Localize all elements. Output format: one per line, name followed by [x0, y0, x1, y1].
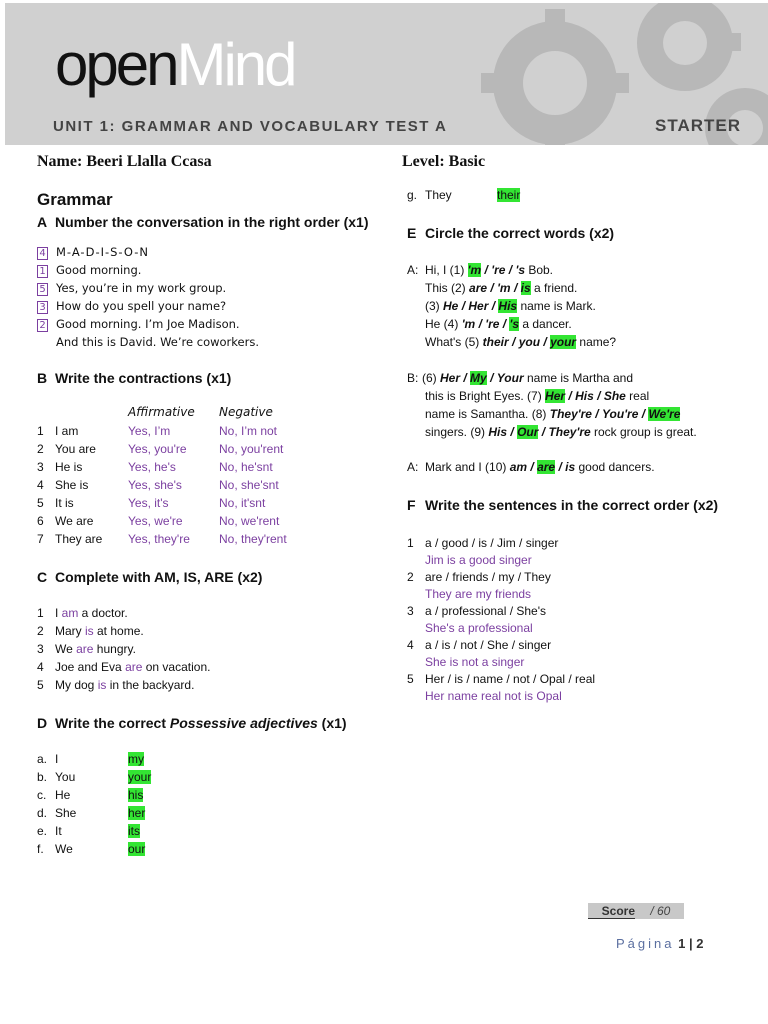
list-item: c. He his [37, 788, 144, 802]
col-affirmative: Affirmative [128, 405, 195, 419]
list-item: 1 I am a doctor. [37, 606, 128, 620]
list-item: 5 My dog is in the backyard. [37, 678, 195, 692]
table-row: 5 It is Yes, it's No, it'snt [37, 496, 266, 510]
list-item: 4 M-A-D-I-S-O-N [37, 245, 259, 263]
section-c-heading: C Complete with AM, IS, ARE (x2) [37, 569, 263, 585]
contractions-table [37, 422, 287, 548]
unit-title: UNIT 1: GRAMMAR AND VOCABULARY TEST A [53, 118, 448, 135]
list-item: a. I my [37, 752, 144, 766]
list-item: 2 Mary is at home. [37, 624, 144, 638]
section-e-dialogue-b [407, 369, 747, 441]
section-d-heading: D Write the correct Possessive adjectives (x1) [37, 715, 347, 731]
score-value: / 60 [650, 904, 671, 918]
list-item: e. It its [37, 824, 140, 838]
dialogue-line: A: Hi, I (1) 'm / 're / 's Bob. [407, 263, 554, 277]
grammar-heading: Grammar [37, 190, 113, 209]
dialogue-line: singers. (9) His / Our / They're rock group is great. [425, 425, 697, 439]
table-row: 7 They are Yes, they're No, they'rent [37, 532, 287, 546]
section-e-heading: E Circle the correct words (x2) [407, 225, 615, 241]
student-name: Name: Beeri Llalla Ccasa [37, 153, 212, 170]
section-f-heading: F Write the sentences in the correct order (x2) [407, 497, 719, 513]
openmind-logo: openMind [55, 31, 295, 98]
score-label: Score [588, 905, 635, 919]
list-item: g. They their [407, 188, 521, 202]
dialogue-line: name is Samantha. (8) They're / You're / We're [425, 407, 681, 421]
list-item: 5 Her / is / name / not / Opal / real Her name real not is Opal [407, 672, 596, 703]
list-item: 2 are / friends / my / They They are my friends [407, 570, 551, 601]
table-row: 1 I am Yes, I’m No, I’m not [37, 424, 278, 438]
score-box [588, 903, 684, 919]
list-item-continuation: And this is David. We’re coworkers. [56, 335, 259, 349]
list-item: 3 We are hungry. [37, 642, 136, 656]
dialogue-line: He (4) 'm / 're / 's a dancer. [425, 317, 572, 331]
dialogue-line: this is Bright Eyes. (7) Her / His / She real [425, 389, 650, 403]
section-b-heading: B Write the contractions (x1) [37, 370, 232, 386]
section-d-list [37, 750, 151, 858]
list-item: b. You your [37, 770, 152, 784]
page-number: Página 1 | 2 [616, 936, 704, 951]
dialogue-line: A: Mark and I (10) am / are / is good dancers. [407, 460, 655, 474]
section-f-list [407, 534, 595, 704]
list-item: 3 How do you spell your name? [37, 299, 259, 317]
section-a-list [37, 245, 259, 353]
section-c-list [37, 604, 210, 694]
col-negative: Negative [219, 405, 273, 419]
student-level: Level: Basic [402, 153, 486, 170]
list-item: 1 a / good / is / Jim / singer Jim is a good singer [407, 536, 559, 567]
level-tag: STARTER [655, 116, 742, 135]
list-item: 4 a / is / not / She / singer She is not a singer [407, 638, 552, 669]
dialogue-line: B: (6) Her / My / Your name is Martha and [407, 371, 634, 385]
list-item: 1 Good morning. [37, 263, 259, 281]
dialogue-line: (3) He / Her / His name is Mark. [425, 299, 596, 313]
table-row: 3 He is Yes, he's No, he'snt [37, 460, 273, 474]
list-item: 2 Good morning. I’m Joe Madison. [37, 317, 259, 335]
section-e-dialogue [407, 261, 747, 351]
list-item: d. She her [37, 806, 146, 820]
table-row: 2 You are Yes, you're No, you'rent [37, 442, 284, 456]
table-row: 4 She is Yes, she's No, she'snt [37, 478, 279, 492]
list-item: 4 Joe and Eva are on vacation. [37, 660, 211, 674]
table-row: 6 We are Yes, we're No, we'rent [37, 514, 280, 528]
list-item: f. We our [37, 842, 146, 856]
dialogue-line: What's (5) their / you / your name? [425, 335, 617, 349]
header-banner [5, 3, 768, 145]
list-item: 3 a / professional / She's She's a professional [407, 604, 547, 635]
section-a-heading: A Number the conversation in the right order (x1) [37, 214, 369, 230]
dialogue-line: This (2) are / 'm / is a friend. [425, 281, 578, 295]
list-item: 5 Yes, you’re in my work group. [37, 281, 259, 299]
